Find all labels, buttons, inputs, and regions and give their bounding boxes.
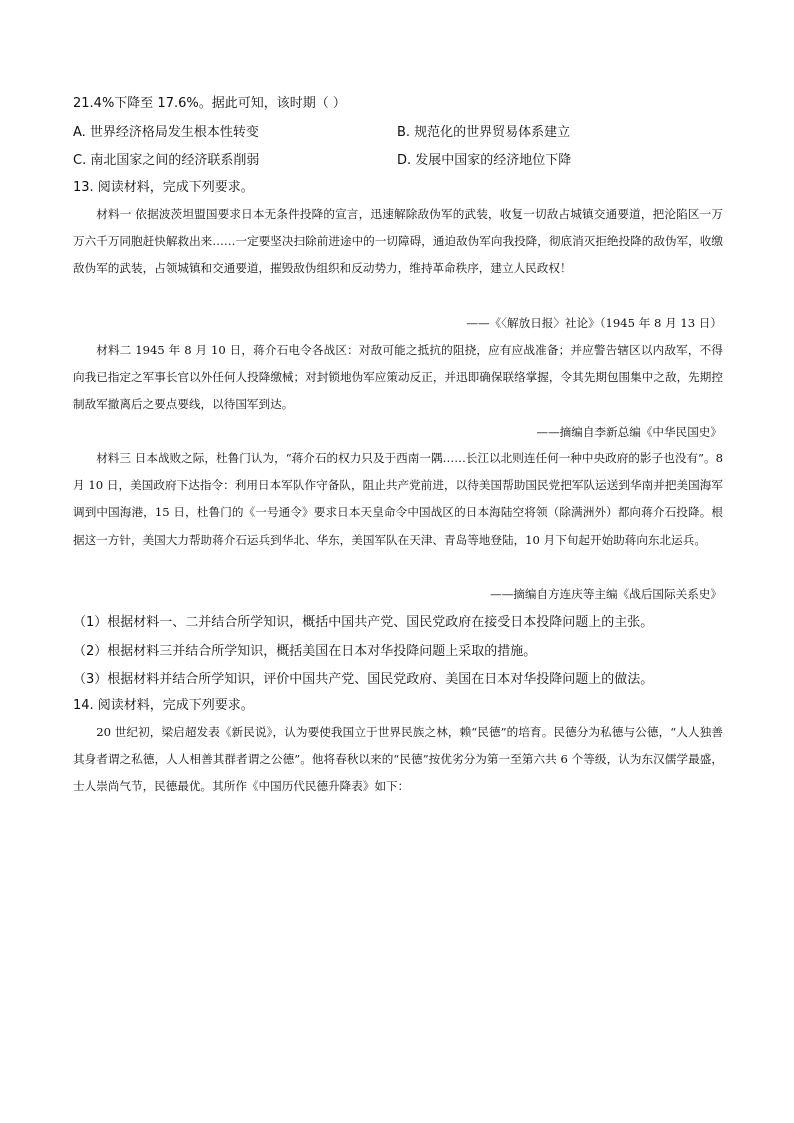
- option-a: A. 世界经济格局发生根本性转变: [73, 125, 259, 140]
- q13-requirement-1: （1）根据材料一、二并结合所学知识，概括中国共产党、国民党政府在接受日本投降问题上的主张。: [73, 615, 654, 630]
- intro-line: 21.4%下降至 17.6%。据此可知，该时期（ ）: [73, 96, 346, 111]
- q13-stem: 13. 阅读材料，完成下列要求。: [73, 180, 254, 195]
- q14-material: 20 世纪初，梁启超发表《新民说》，认为要使我国立于世界民族之林，赖“民德”的培育。民德分为私德与公德，“人人独善其身者谓之私德，人人相善其群者谓之公德”。他将春秋以来的“民德”按优劣分为第一至第六共 6 个等级，认为东汉儒学最盛，士人崇尚气节，民德最优。其所作《中国历代民德升降表》如下：: [73, 725, 723, 794]
- option-c: C. 南北国家之间的经济联系削弱: [73, 153, 260, 168]
- q13-source-1: ——《〈解放日报〉社论》（1945 年 8 月 13 日）: [466, 316, 722, 330]
- option-b: B. 规范化的世界贸易体系建立: [397, 125, 571, 140]
- q14-stem: 14. 阅读材料，完成下列要求。: [73, 698, 254, 713]
- q13-source-3: ——摘编自方连庆等主编《战后国际关系史》: [490, 587, 722, 601]
- q13-requirement-3: （3）根据材料并结合所学知识，评价中国共产党、国民党政府、美国在日本对华投降问题上的做法。: [73, 672, 654, 687]
- q13-material-1: 材料一 依据波茨坦盟国要求日本无条件投降的宣言，迅速解除敌伪军的武装，收复一切敌占城镇交通要道，把沦陷区一万万六千万同胞赶快解救出来……一定要坚决扫除前进途中的一切障碍，通迫敌伪军向我投降，彻底消灭拒绝投降的敌伪军，收缴敌伪军的武装，占领城镇和交通要道，摧毁敌伪组织和反动势力，维持革命秩序，建立人民政权！: [73, 207, 723, 276]
- option-d: D. 发展中国家的经济地位下降: [397, 153, 572, 168]
- q13-material-2: 材料二 1945 年 8 月 10 日，蒋介石电令各战区：对敌可能之抵抗的阻挠，应有应战准备；并应警告辖区以内敌军，不得向我已指定之军事长官以外任何人投降缴械；对封锁地伪军应策动反正，并迅即确保联络掌握，令其先期包围集中之敌，先期控制敌军撤离后之要点要线，以待国军到达。: [73, 343, 723, 412]
- q13-requirement-2: （2）根据材料三并结合所学知识，概括美国在日本对华投降问题上采取的措施。: [73, 644, 537, 659]
- q13-source-2: ——摘编自李新总编《中华民国史》: [536, 425, 722, 439]
- q13-material-3: 材料三 日本战败之际，杜鲁门认为，“蒋介石的权力只及于西南一隅……长江以北则连任何一种中央政府的影子也没有”。8 月 10 日，美国政府下达指令：利用日本军队作守备队，阻止共产党前进，以待美国帮助国民党把军队运送到华南并把美国海军调到中国海港，15 日，杜鲁门的《一号通令》要求日本天皇命令中国战区的日本海陆空将领（除满洲外）都向蒋介石投降。根据这一方针，美国大力帮助蒋介石运兵到华北、华东，美国军队在天津、青岛等地登陆，10 月下旬起开始助蒋向东北运兵。: [73, 451, 723, 547]
